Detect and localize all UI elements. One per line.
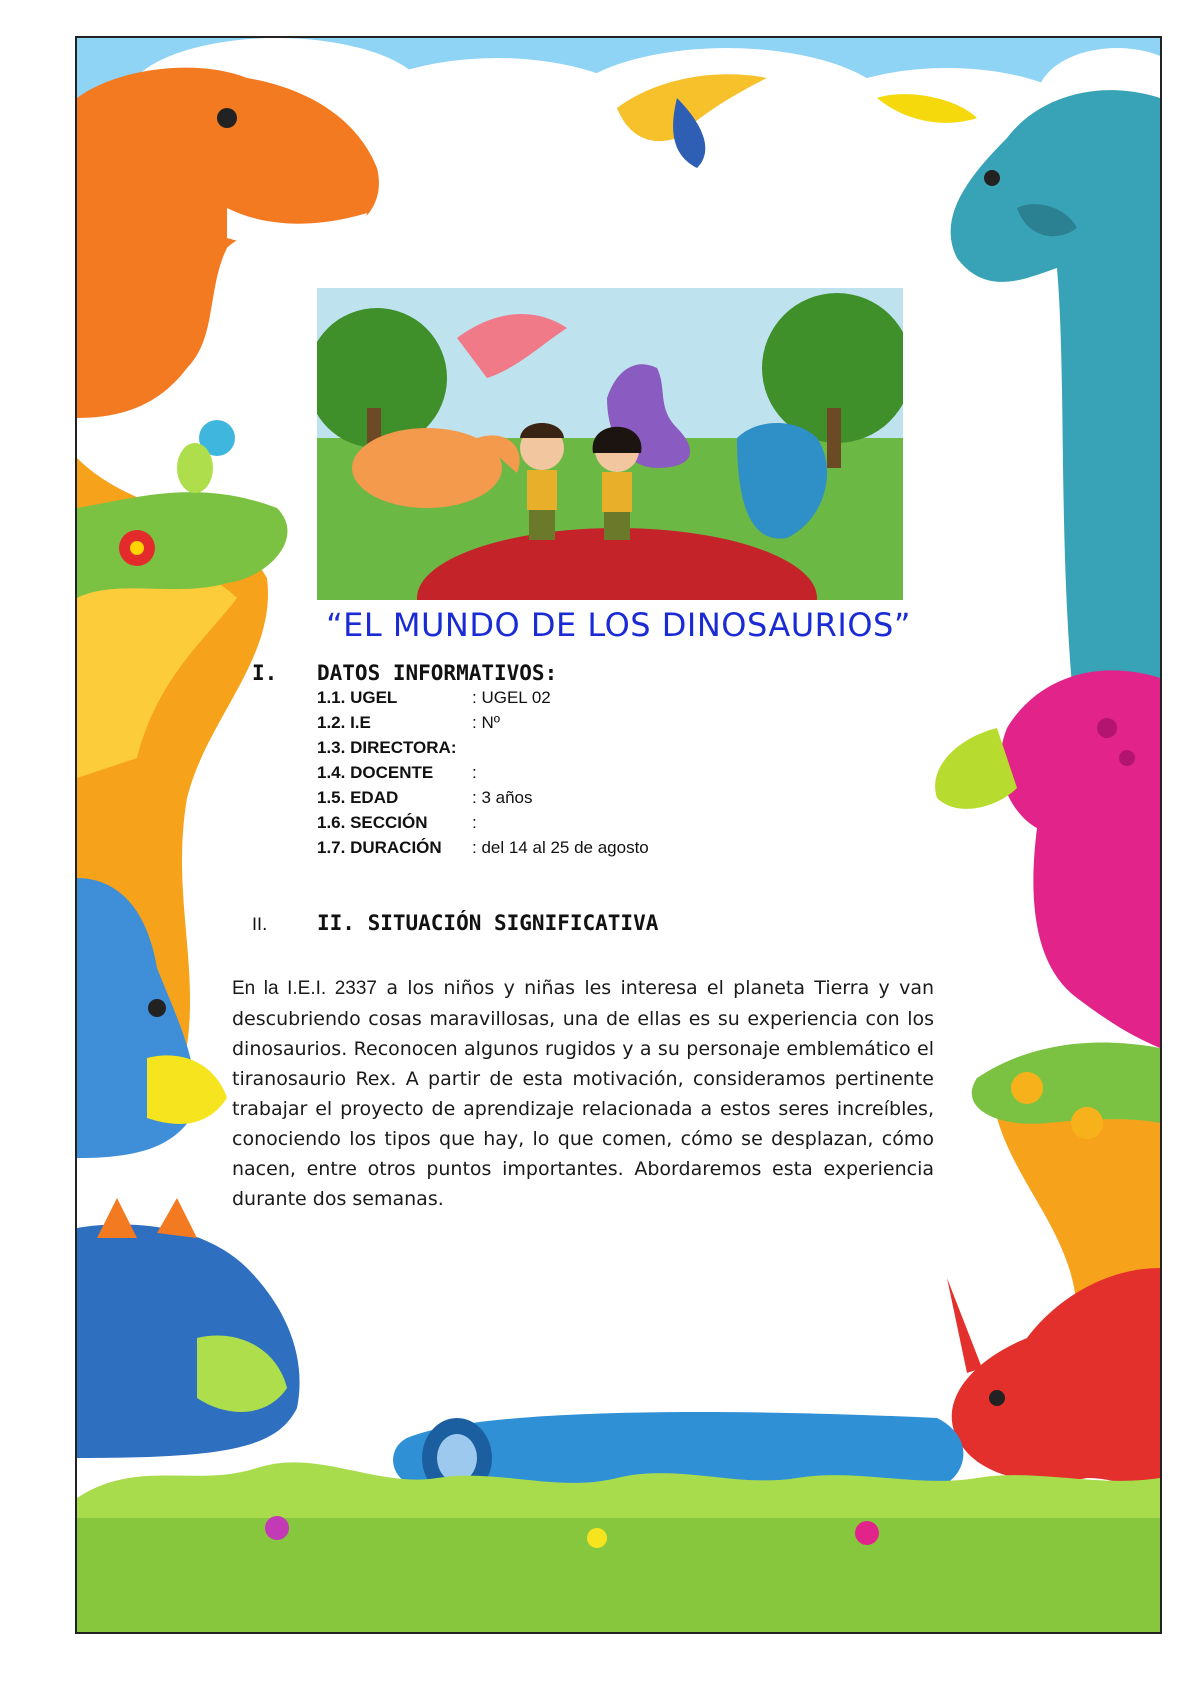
field-docente	[317, 763, 477, 785]
project-title: “EL MUNDO DE LOS DINOSAURIOS”	[326, 606, 911, 644]
paragraph-lead: En la I.E.I. 2337	[232, 978, 378, 999]
field-edad	[317, 788, 533, 810]
section2-heading: II. SITUACIÓN SIGNIFICATIVA	[317, 911, 659, 935]
field-duracion	[317, 838, 649, 860]
field-value: :	[472, 763, 477, 782]
field-label: 1.7. DURACIÓN	[317, 838, 442, 857]
field-label: 1.6. SECCIÓN	[317, 813, 428, 832]
field-value: : 3 años	[472, 788, 533, 807]
field-ugel	[317, 688, 551, 710]
field-ie	[317, 713, 500, 735]
field-value: :	[472, 813, 477, 832]
dinosaur-border-illustration	[77, 38, 1160, 1632]
section2-numeral: II.	[252, 915, 268, 935]
field-label: 1.2. I.E	[317, 713, 371, 732]
field-label: 1.1. UGEL	[317, 688, 398, 707]
field-label: 1.4. DOCENTE	[317, 763, 434, 782]
paragraph-text: a los niños y niñas les interesa el planeta Tierra y van descubriendo cosas maravillosas, una de ellas es su experiencia con los dinosaurios. Reconocen algunos rugidos y a su personaje emblemático el tiranosaurio Rex. A partir de esta motivación, consideramos pertinente trabajar el proyecto de aprendizaje relacionada a estos seres increíbles, conociendo los tipos que hay, lo que comen, cómo se desplazan, cómo nacen, entre otros puntos importantes. Abordaremos esta experiencia durante dos semanas.	[232, 977, 935, 1210]
page-frame	[75, 36, 1162, 1634]
field-value: : Nº	[472, 713, 500, 732]
field-label: 1.5. EDAD	[317, 788, 399, 807]
field-seccion	[317, 813, 477, 835]
section1-numeral: I.	[252, 661, 278, 685]
field-value: : del 14 al 25 de agosto	[472, 838, 649, 857]
field-directora	[317, 738, 472, 760]
section1-heading: DATOS INFORMATIVOS:	[317, 661, 558, 685]
field-value: : UGEL 02	[472, 688, 551, 707]
situation-paragraph	[232, 973, 934, 1214]
field-label: 1.3. DIRECTORA:	[317, 738, 457, 757]
dinosaur-kids-illustration	[317, 288, 903, 600]
